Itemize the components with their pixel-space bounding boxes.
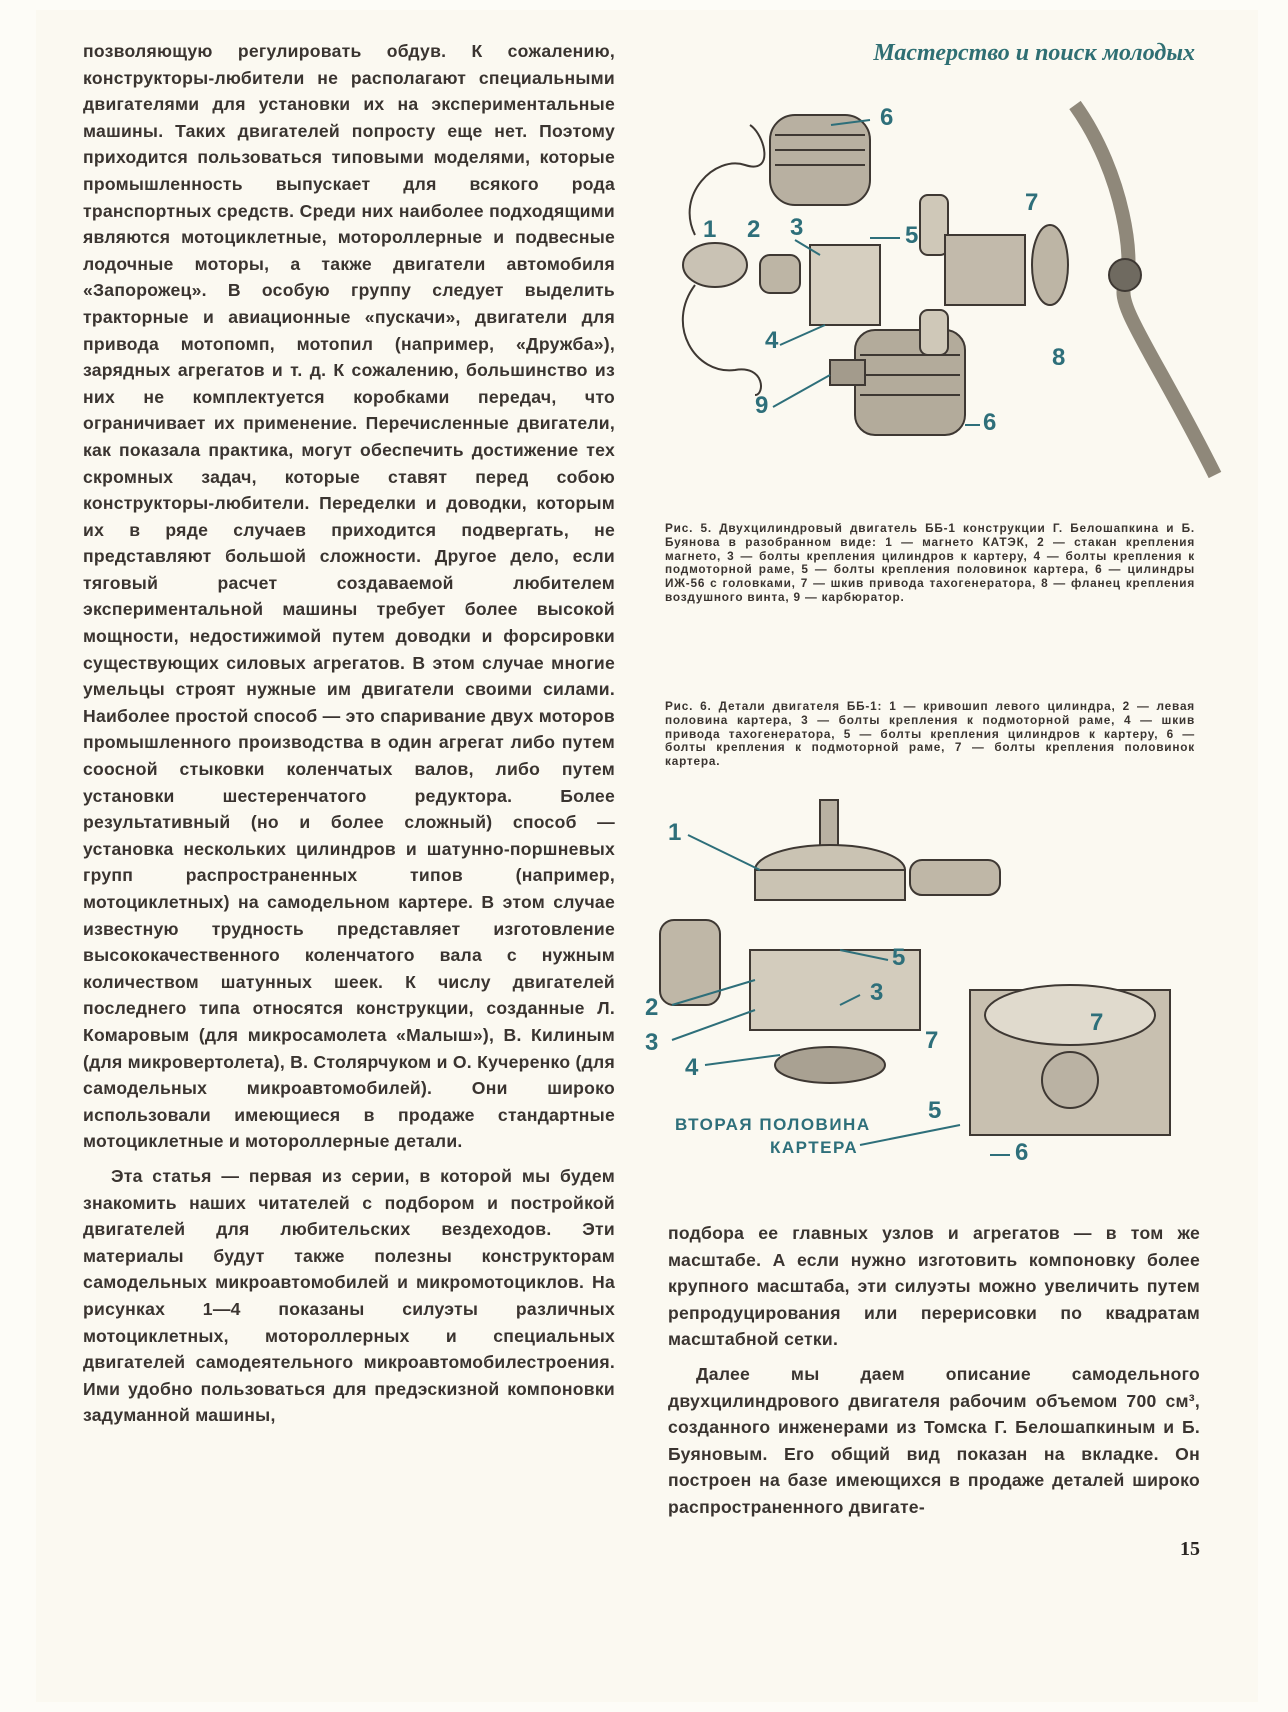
left-column — [83, 38, 615, 1429]
fig6-label-7-left: 7 — [925, 1027, 939, 1054]
fig5-label-9: 9 — [755, 392, 769, 419]
fig6-label-3-right: 3 — [870, 979, 884, 1006]
page-header: Мастерство и поиск молодых — [873, 40, 1195, 66]
fig5-label-8: 8 — [1052, 344, 1066, 371]
piston-bottom — [920, 310, 948, 355]
pulley — [775, 1047, 885, 1083]
fig5-label-4: 4 — [765, 327, 779, 354]
propeller-hub — [1109, 259, 1141, 291]
piston-top — [920, 195, 948, 255]
fig6-label-5-right: 5 — [928, 1097, 942, 1124]
cylinder-top — [770, 115, 870, 205]
figure-6-illustration — [645, 800, 1220, 1170]
figure-5-caption: Рис. 5. Двухцилиндровый двигатель ББ-1 конструкции Г. Белошапкина и Б. Буянова в разобранном виде: 1 — магнето КАТЭК, 2 — стакан крепления магнето, 3 — болты крепления цилиндров к картеру, 4 — болты крепления к подмоторной раме, 5 — болты крепления половинок картера, 6 — цилиндры ИЖ-56 с головками, 7 — шкив привода тахогенератора, 8 — фланец крепления воздушного винта, 9 — карбюратор. — [665, 521, 1195, 604]
figure-5-illustration — [655, 95, 1225, 495]
fig6-label-6: 6 — [1015, 1139, 1029, 1166]
fig5-label-1: 1 — [703, 216, 717, 243]
fig6-label-1: 1 — [668, 819, 682, 846]
fig5-label-5: 5 — [905, 222, 919, 249]
magneto-lead — [683, 285, 761, 395]
fig5-label-6-top: 6 — [880, 104, 894, 131]
right-paragraph-1: подбора ее главных узлов и агрегатов — в том же масштабе. А если нужно изготовить компоновку более крупного масштаба, эти силуэты можно увеличить путем репродуцирования или перерисовки по квадратам масштабной сетки. — [668, 1223, 1200, 1350]
flange — [1032, 225, 1068, 305]
magneto — [683, 243, 747, 287]
fig5-label-3: 3 — [790, 214, 804, 241]
magneto-cup — [760, 255, 800, 293]
fig6-stamp-line-1: ВТОРАЯ ПОЛОВИНА — [675, 1115, 871, 1134]
propeller-blade — [1075, 105, 1215, 475]
fig5-label-2: 2 — [747, 216, 761, 243]
fig6-label-4: 4 — [685, 1054, 699, 1081]
crankcase — [945, 235, 1025, 305]
fig6-label-3-left: 3 — [645, 1029, 659, 1056]
fig6-label-2: 2 — [645, 994, 659, 1021]
right-column — [668, 1220, 1200, 1521]
carburetor — [830, 360, 865, 385]
left-paragraph-2: Эта статья — первая из серии, в которой мы будем знакомить наших читателей с подбором и постройкой двигателей для любительских вездеходов. Эти материалы будут также полезны конструкторам самодельных микроавтомобилей и микромотоциклов. На рисунках 1—4 показаны силуэты различных мотоциклетных, мотороллерных и специальных двигателей самодеятельного микроавтомобилестроения. Ими удобно пользоваться для предэскизной компоновки задуманной машины, — [83, 1165, 615, 1426]
fig6-label-7-right: 7 — [1090, 1009, 1104, 1036]
left-paragraph-1: позволяющую регулировать обдув. К сожалению, конструкторы-любители не располагают специальными двигателями для установки их на экспериментальные машины. Таких двигателей попросту еще нет. Поэтому приходится пользоваться типовыми моделями, которые промышленность выпускает для всякого рода транспортных средств. Среди них наиболее подходящими являются мотоциклетные, мотороллерные и подвесные лодочные моторы, а также двигатели автомобиля «Запорожец». В особую группу следует выделить тракторные и авиационные «пускачи», двигатели для привода мотопомп, мотопил (например, «Дружба»), зарядных агрегатов и т. д. К сожалению, большинство из них не комплектуется коробками передач, что ограничивает их применение. Перечисленные двигатели, как показала практика, могут обеспечить достижение тех скромных задач, которые ставят перед собою конструкторы-любители. Переделки и доводки, которым их в ряде случаев приходится подвергать, не представляют большой сложности. Другое дело, если тяговый расчет создаваемой любителем экспериментальной машины требует более высокой мощности, недостижимой путем доводки и форсировки существующих силовых агрегатов. В этом случае многие умельцы строят нужные им двигатели своими силами. Наиболее простой способ — это спаривание двух моторов промышленного производства в один агрегат либо путем соосной стыковки коленчатых валов, либо путем установки шестеренчатого редуктора. Более результативный (но и более сложный) способ — установка нескольких цилиндров и шатунно-поршневых групп распространенных типов (например, мотоциклетных) на самодельном картере. В этом случае известную трудность представляет изготовление высококачественного коленчатого вала с нужным количеством шатунных шеек. К числу двигателей последнего типа относятся конструкции, созданные Л. Комаровым (для микросамолета «Малыш»), В. Килиным (для микровертолета), В. Столярчуком и О. Кучеренко (для самодельных микроавтомобилей). Они широко использовали имеющиеся в продаже стандартные мотоциклетные и мотороллерные детали. — [83, 41, 615, 1152]
page-number: 15 — [1180, 1538, 1200, 1560]
crankcase-cover — [810, 245, 880, 325]
fig5-label-6-bottom: 6 — [983, 409, 997, 436]
fig6-stamp-line-2: КАРТЕРА — [770, 1138, 859, 1157]
fig6-label-5: 5 — [892, 944, 906, 971]
right-paragraph-2: Далее мы даем описание самодельного двухцилиндрового двигателя рабочим объемом 700 см³, созданного инженерами из Томска Г. Белошапкиным и Б. Буяновым. Его общий вид показан на вкладке. Он построен на базе имеющихся в продаже деталей широко распространенного двигате- — [668, 1363, 1200, 1517]
figure-6-caption: Рис. 6. Детали двигателя ББ-1: 1 — кривошип левого цилиндра, 2 — левая половина картера, 3 — болты крепления к подмоторной раме, 4 — шкив привода тахогенератора, 5 — болты крепления цилиндров к картеру, 6 — болты крепления к подмоторной раме, 7 — болты крепления половинок картера. — [665, 699, 1195, 769]
fig5-label-7: 7 — [1025, 189, 1039, 216]
piston-right — [910, 860, 1000, 895]
